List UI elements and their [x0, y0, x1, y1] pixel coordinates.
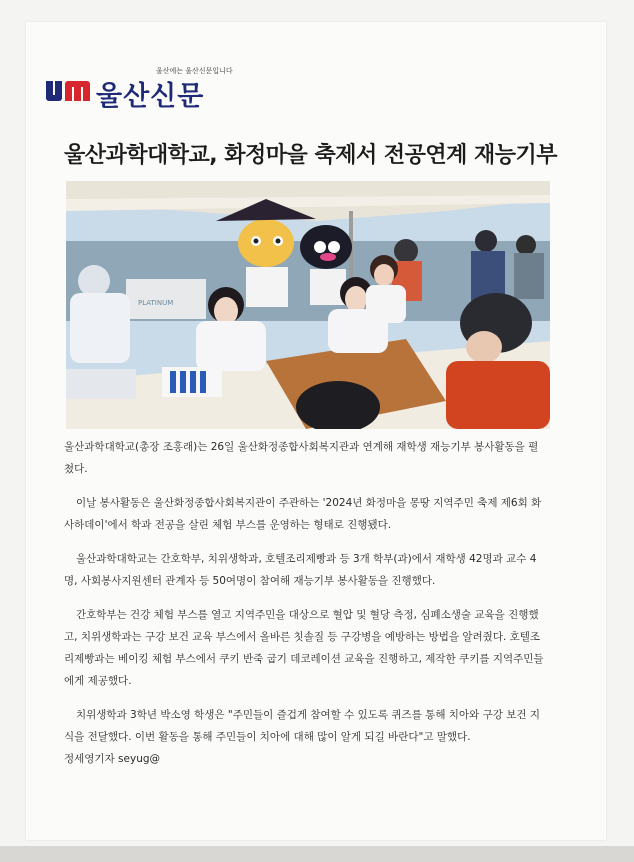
article-headline: 울산과학대학교, 화정마을 축제서 전공연계 재능기부: [64, 143, 558, 168]
article-paragraph: 울산과학대학교는 간호학부, 치위생학과, 호텔조리제빵과 등 3개 학부(과)에서 재학생 42명과 교수 4명, 사회봉사지원센터 관계자 등 50여명이 참여해 재능기부 봉사활동을 진행했다.: [64, 553, 537, 587]
article-body: [64, 436, 548, 770]
article-paragraph: 이날 봉사활동은 울산화정종합사회복지관이 주관하는 '2024년 화정마을 몽땅 지역주민 축제 제6회 화사하데이'에서 학과 전공을 살린 체험 부스를 운영하는 형태로 진행됐다.: [64, 497, 542, 531]
article-byline: 정세영기자 seyug@: [64, 753, 161, 765]
masthead: [46, 64, 246, 112]
article-paragraph: 간호학부는 건강 체험 부스를 열고 지역주민을 대상으로 혈압 및 혈당 측정, 심폐소생술 교육을 진행했고, 치위생학과는 구강 보건 교육 부스에서 올바른 칫솔질 등 구강병을 예방하는 방법을 알려줬다. 호텔조리제빵과는 베이킹 체험 부스에서 쿠키 반죽 굽기 데코레이션 교육을 진행하고, 제작한 쿠키를 지역주민들에게 제공했다.: [64, 609, 544, 687]
page-bottom-edge: [0, 846, 634, 862]
article-paragraph: 치위생학과 3학년 박소영 학생은 "주민들이 즐겁게 참여할 수 있도록 퀴즈를 통해 치아와 구강 보건 지식을 전달했다. 이번 활동을 통해 주민들이 치아에 대해 많이 알게 되길 바란다"고 말했다.: [64, 709, 540, 743]
article-photo: [66, 181, 550, 429]
booth-sign-text: PLATINUM: [138, 299, 174, 307]
newspaper-name: 울산신문: [96, 81, 205, 112]
volunteer-booth-photo: [66, 181, 550, 429]
newspaper-logo-icon: [46, 78, 94, 108]
masthead-tagline: 울산에는 울산신문입니다: [156, 67, 233, 75]
article-paragraph: 울산과학대학교(총장 조홍래)는 26일 울산화정종합사회복지관과 연계해 재학생 재능기부 봉사활동을 펼쳤다.: [64, 441, 539, 475]
